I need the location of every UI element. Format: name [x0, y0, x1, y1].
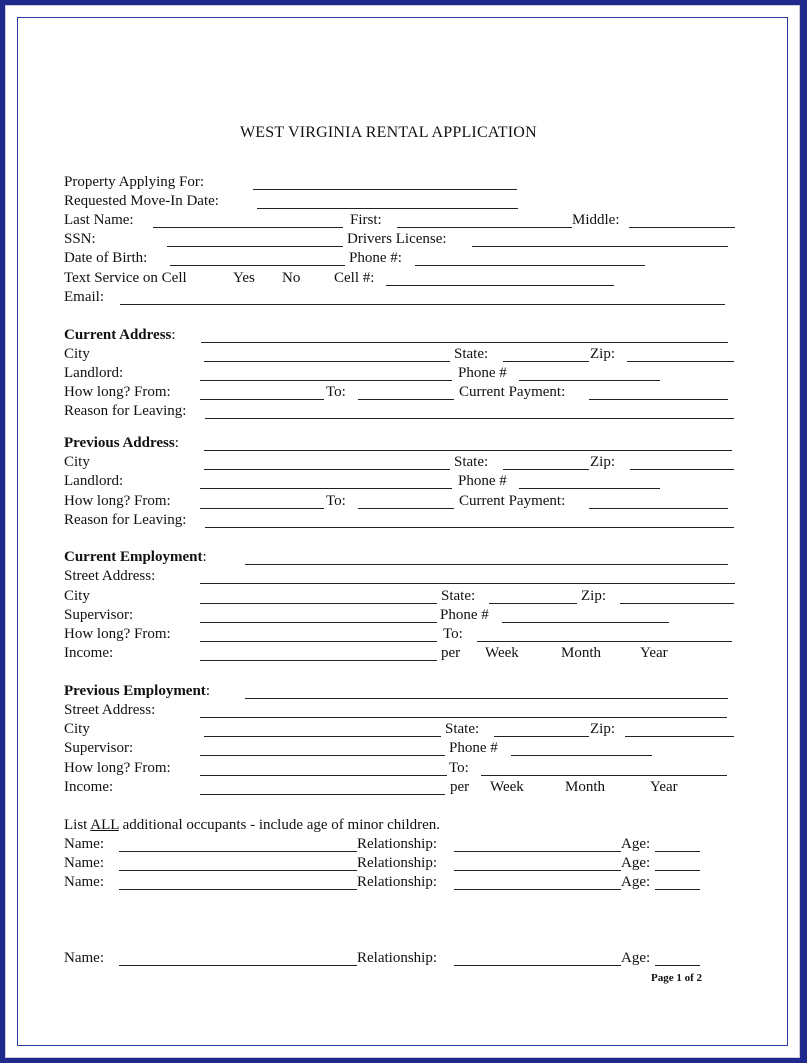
field-pa-zip[interactable] [630, 469, 734, 470]
label-ca-landlord: Landlord: [64, 365, 124, 381]
current-employment-colon: : [202, 549, 207, 565]
field-occupant-3-age[interactable] [655, 889, 700, 890]
field-cell[interactable] [386, 285, 614, 286]
label-ca-how-long-from: How long? From: [64, 384, 171, 400]
occupants-intro-all: ALL [90, 817, 119, 833]
field-pa-phone[interactable] [519, 488, 660, 489]
label-pe-per: per [450, 779, 470, 795]
previous-employment-colon: : [205, 683, 210, 699]
field-pa-to[interactable] [358, 508, 454, 509]
field-ca-landlord[interactable] [200, 380, 452, 381]
field-occupant-1-age[interactable] [655, 851, 700, 852]
label-ce-phone: Phone # [440, 607, 489, 623]
occupants-intro-before: List [64, 817, 91, 833]
page-number: Page 1 of 2 [651, 972, 703, 984]
field-pa-landlord[interactable] [200, 488, 452, 489]
field-ce-city[interactable] [200, 603, 437, 604]
field-occupant-4-age[interactable] [655, 965, 700, 966]
label-drivers-license: Drivers License: [347, 231, 447, 247]
field-ssn[interactable] [167, 246, 343, 247]
field-pa-current-payment[interactable] [589, 508, 728, 509]
label-pe-state: State: [445, 721, 480, 737]
field-occupant-4-relationship[interactable] [454, 965, 621, 966]
label-ca-state: State: [454, 346, 489, 362]
label-pa-reason: Reason for Leaving: [64, 512, 187, 528]
label-ce-how-long-from: How long? From: [64, 626, 171, 642]
label-pa-phone: Phone # [458, 473, 507, 489]
label-occupant-1-relationship: Relationship: [357, 836, 437, 852]
label-first-name: First: [350, 212, 382, 228]
label-occupant-4-relationship: Relationship: [357, 950, 437, 966]
label-ca-reason: Reason for Leaving: [64, 403, 187, 419]
label-property-applying: Property Applying For: [64, 174, 205, 190]
current-address-heading-text: Current Address [64, 327, 172, 343]
label-text-service: Text Service on Cell [64, 270, 187, 286]
field-occupant-3-name[interactable] [119, 889, 357, 890]
field-pa-reason[interactable] [205, 527, 734, 528]
label-pe-city: City [64, 721, 90, 737]
field-ce-income[interactable] [200, 660, 437, 661]
field-ce-state[interactable] [489, 603, 577, 604]
label-pe-to: To: [449, 760, 469, 776]
field-phone[interactable] [415, 265, 645, 266]
label-occupant-4-age: Age: [621, 950, 651, 966]
field-ce-street[interactable] [200, 583, 735, 584]
field-previous-employer[interactable] [245, 698, 728, 699]
label-ce-income: Income: [64, 645, 114, 661]
label-ce-city: City [64, 588, 90, 604]
field-date-of-birth[interactable] [170, 265, 345, 266]
field-pe-zip[interactable] [625, 736, 734, 737]
option-pe-month[interactable]: Month [565, 779, 606, 795]
field-occupant-2-name[interactable] [119, 870, 357, 871]
current-address-heading [64, 326, 176, 344]
label-ce-street: Street Address: [64, 568, 156, 584]
field-last-name[interactable] [153, 227, 343, 228]
option-yes[interactable]: Yes [233, 270, 255, 286]
field-occupant-2-relationship[interactable] [454, 870, 621, 871]
label-pe-phone: Phone # [449, 740, 498, 756]
label-pa-how-long-from: How long? From: [64, 493, 171, 509]
field-move-in-date[interactable] [257, 208, 518, 209]
option-ce-year[interactable]: Year [640, 645, 668, 661]
field-ce-to[interactable] [477, 641, 732, 642]
field-ca-to[interactable] [358, 399, 454, 400]
label-ca-zip: Zip: [590, 346, 615, 362]
option-pe-week[interactable]: Week [490, 779, 524, 795]
current-employment-heading-text: Current Employment [64, 549, 203, 565]
label-move-in-date: Requested Move-In Date: [64, 193, 219, 209]
field-pe-income[interactable] [200, 794, 445, 795]
label-pe-supervisor: Supervisor: [64, 740, 134, 756]
field-previous-address[interactable] [204, 450, 732, 451]
field-current-address[interactable] [201, 342, 728, 343]
label-phone: Phone #: [349, 250, 402, 266]
label-occupant-1-name: Name: [64, 836, 104, 852]
field-pe-to[interactable] [481, 775, 727, 776]
previous-address-heading [64, 434, 179, 452]
previous-employment-heading [64, 682, 210, 700]
page-title: WEST VIRGINIA RENTAL APPLICATION [240, 124, 537, 141]
option-pe-year[interactable]: Year [650, 779, 678, 795]
field-ca-current-payment[interactable] [589, 399, 728, 400]
field-occupant-2-age[interactable] [655, 870, 700, 871]
label-last-name: Last Name: [64, 212, 134, 228]
field-occupant-1-name[interactable] [119, 851, 357, 852]
occupants-intro-after: additional occupants - include age of minor children. [118, 817, 441, 833]
label-ce-state: State: [441, 588, 476, 604]
label-occupant-1-age: Age: [621, 836, 651, 852]
label-occupant-3-age: Age: [621, 874, 651, 890]
label-occupant-4-name: Name: [64, 950, 104, 966]
previous-address-colon: : [174, 435, 179, 451]
field-property-applying[interactable] [253, 189, 517, 190]
label-occupant-2-name: Name: [64, 855, 104, 871]
field-pa-state[interactable] [503, 469, 589, 470]
label-cell: Cell #: [334, 270, 375, 286]
field-pe-phone[interactable] [511, 755, 652, 756]
field-pa-from[interactable] [200, 508, 324, 509]
label-pa-landlord: Landlord: [64, 473, 124, 489]
label-pa-state: State: [454, 454, 489, 470]
label-occupant-3-name: Name: [64, 874, 104, 890]
field-ce-supervisor[interactable] [200, 622, 437, 623]
label-occupant-2-relationship: Relationship: [357, 855, 437, 871]
label-ssn: SSN: [64, 231, 96, 247]
label-date-of-birth: Date of Birth: [64, 250, 148, 266]
option-ce-month[interactable]: Month [561, 645, 602, 661]
field-middle-name[interactable] [629, 227, 735, 228]
field-ca-state[interactable] [503, 361, 589, 362]
current-address-colon: : [171, 327, 176, 343]
field-first-name[interactable] [397, 227, 572, 228]
label-ca-current-payment: Current Payment: [459, 384, 566, 400]
field-pe-city[interactable] [204, 736, 441, 737]
previous-employment-heading-text: Previous Employment [64, 683, 206, 699]
label-pa-city: City [64, 454, 90, 470]
label-pe-income: Income: [64, 779, 114, 795]
field-occupant-3-relationship[interactable] [454, 889, 621, 890]
label-pa-to: To: [326, 493, 346, 509]
label-ca-city: City [64, 346, 90, 362]
field-current-employer[interactable] [245, 564, 728, 565]
field-pe-street[interactable] [200, 717, 727, 718]
field-drivers-license[interactable] [472, 246, 728, 247]
label-ce-supervisor: Supervisor: [64, 607, 134, 623]
option-ce-week[interactable]: Week [485, 645, 519, 661]
field-pe-state[interactable] [494, 736, 589, 737]
field-ca-reason[interactable] [205, 418, 734, 419]
field-ca-phone[interactable] [519, 380, 660, 381]
label-occupant-3-relationship: Relationship: [357, 874, 437, 890]
current-employment-heading [64, 548, 207, 566]
field-ce-zip[interactable] [620, 603, 734, 604]
label-ce-zip: Zip: [581, 588, 606, 604]
label-occupant-2-age: Age: [621, 855, 651, 871]
label-ca-to: To: [326, 384, 346, 400]
document-page [5, 5, 800, 1058]
label-pa-current-payment: Current Payment: [459, 493, 566, 509]
label-pe-how-long-from: How long? From: [64, 760, 171, 776]
field-pa-city[interactable] [204, 469, 450, 470]
field-pe-from[interactable] [200, 775, 447, 776]
previous-address-heading-text: Previous Address [64, 435, 175, 451]
field-ca-city[interactable] [204, 361, 450, 362]
option-no[interactable]: No [282, 270, 301, 286]
page-border [17, 17, 788, 1046]
field-ce-phone[interactable] [502, 622, 669, 623]
label-pe-street: Street Address: [64, 702, 156, 718]
field-occupant-4-name[interactable] [119, 965, 357, 966]
field-occupant-1-relationship[interactable] [454, 851, 621, 852]
field-pe-supervisor[interactable] [200, 755, 445, 756]
label-pa-zip: Zip: [590, 454, 615, 470]
occupants-intro [64, 816, 440, 834]
label-ca-phone: Phone # [458, 365, 507, 381]
label-middle-name: Middle: [572, 212, 620, 228]
label-ce-to: To: [443, 626, 463, 642]
label-email: Email: [64, 289, 104, 305]
label-pe-zip: Zip: [590, 721, 615, 737]
field-ca-from[interactable] [200, 399, 324, 400]
label-ce-per: per [441, 645, 461, 661]
field-ca-zip[interactable] [627, 361, 734, 362]
field-ce-from[interactable] [200, 641, 437, 642]
field-email[interactable] [120, 304, 725, 305]
